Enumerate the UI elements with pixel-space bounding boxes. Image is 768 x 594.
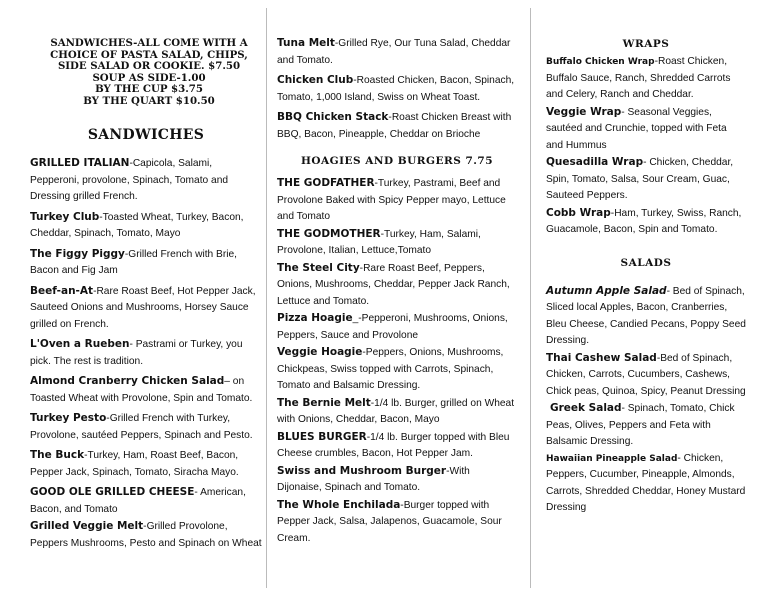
menu-item xyxy=(277,497,517,548)
menu-item xyxy=(30,155,262,206)
item-name: The Buck xyxy=(30,449,85,461)
item-desc: -Burger topped with Pepper Jack, Salsa, Jalapenos, Guacamole, Sour Cream. xyxy=(277,499,502,544)
menu-item xyxy=(546,400,746,451)
item-desc: -1/4 lb. Burger, grilled on Wheat with Onions, Cheddar, Bacon, Mayo xyxy=(277,397,515,425)
intro-line: SIDE SALAD OR COOKIE. $7.50 xyxy=(57,60,241,72)
item-name: Veggie Wrap xyxy=(546,105,622,118)
menu-item xyxy=(30,373,262,407)
menu-item xyxy=(546,205,746,239)
item-desc: -Capicola, Salami, Pepperoni, provolone, Spinach, Tomato and Dressing grilled French. xyxy=(30,158,229,202)
menu-item xyxy=(277,429,517,463)
menu-item xyxy=(30,410,262,444)
item-name: Tuna Melt xyxy=(277,37,335,49)
menu-item xyxy=(277,175,517,226)
menu-item xyxy=(30,246,262,280)
intro-line: SOUP AS SIDE-1.00 xyxy=(92,71,206,84)
item-name: BBQ Chicken Stack xyxy=(277,111,389,123)
item-desc: -Grilled French with Brie, Bacon and Fig Jam xyxy=(30,248,237,276)
item-name: Thai Cashew Salad xyxy=(546,351,657,364)
item-desc: – on Toasted Wheat with Provolone, Spin and Tomato. xyxy=(30,376,253,404)
item-name: Buffalo Chicken Wrap xyxy=(546,57,655,67)
menu-item xyxy=(277,463,517,497)
item-desc: - Seasonal Veggies, sautéed and Crunchie, topped with Feta and Hummus xyxy=(546,106,727,151)
intro-line: BY THE QUART $10.50 xyxy=(83,94,215,107)
item-desc: _-Pepperoni, Mushrooms, Onions, Peppers, Sauce and Provolone xyxy=(277,313,508,341)
item-desc: -Rare Roast Beef, Peppers, Onions, Mushrooms, Cheddar, Pepper Jack Ranch, Lettuce and Tomato. xyxy=(277,262,510,307)
column-right xyxy=(546,0,746,517)
item-desc: -Turkey, Pastrami, Beef and Provolone Baked with Spicy Pepper mayo, Lettuce and Tomato xyxy=(277,178,506,222)
item-name: Almond Cranberry Chicken Salad xyxy=(30,375,225,387)
menu-item xyxy=(277,226,517,260)
item-desc: -Grilled Rye, Our Tuna Salad, Cheddar and Tomato. xyxy=(277,38,511,66)
menu-item xyxy=(546,154,746,205)
section-heading-sandwiches: SANDWICHES xyxy=(87,127,205,143)
item-desc: -Bed of Spinach, Chicken, Carrots, Cucumbers, Cashews, Chick peas, Quinoa, Spicy, Peanut Dressing xyxy=(546,352,746,397)
column-divider-right xyxy=(530,8,531,588)
menu-item xyxy=(546,104,746,155)
wrap-list xyxy=(546,54,746,239)
intro-block xyxy=(36,38,262,107)
menu-item xyxy=(30,447,262,481)
menu-item xyxy=(546,54,746,104)
intro-line: BY THE CUP $3.75 xyxy=(95,83,203,95)
item-name: Swiss and Mushroom Burger xyxy=(277,464,447,477)
item-desc: - Bed of Spinach, Sliced local Apples, Bacon, Cranberries, Bleu Cheese, Candied Pecans, Poppy Seed Dressing. xyxy=(546,285,746,346)
item-name: The Figgy Piggy xyxy=(30,247,125,260)
column-left xyxy=(30,0,262,552)
item-name: The Steel City xyxy=(277,261,360,274)
more-sandwich-list xyxy=(277,35,517,143)
section-heading-wraps: WRAPS xyxy=(622,38,670,50)
item-desc: -1/4 lb. Burger topped with Bleu Cheese crumbles, Bacon, Hot Pepper Jam. xyxy=(277,431,510,459)
menu-item xyxy=(277,109,517,143)
item-name: The Whole Enchilada xyxy=(277,498,401,511)
intro-line: SANDWICHES-ALL COME WITH A xyxy=(50,37,248,49)
item-name: Greek Salad xyxy=(550,402,622,414)
item-desc: -Turkey, Ham, Roast Beef, Bacon, Pepper Jack, Spinach, Tomato, Siracha Mayo. xyxy=(30,450,239,478)
menu-item xyxy=(30,336,262,370)
item-name: Pizza Hoagie xyxy=(277,312,353,324)
menu-item xyxy=(546,283,746,350)
item-name: Beef-an-At xyxy=(30,284,94,297)
item-name: GRILLED ITALIAN xyxy=(30,157,130,169)
item-desc: -Roast Chicken, Buffalo Sauce, Ranch, Shredded Carrots and Celery, Ranch and Cheddar. xyxy=(546,56,731,100)
section-heading-salads: SALADS xyxy=(620,256,672,269)
item-name: Quesadilla Wrap xyxy=(546,156,644,168)
item-desc: - Chicken, Peppers, Cucumber, Pineapple, Almonds, Carrots, Shredded Cheddar, Honey Mustard Dressing xyxy=(546,452,746,513)
item-name: BLUES BURGER xyxy=(277,430,367,443)
item-name: THE GODMOTHER xyxy=(277,227,381,240)
item-desc: - Chicken, Cheddar, Spin, Tomato, Salsa, Sour Cream, Guac, Sauteed Peppers. xyxy=(546,157,734,201)
menu-item xyxy=(546,350,746,401)
intro-line: CHOICE OF PASTA SALAD, CHIPS, xyxy=(50,48,248,61)
column-middle xyxy=(277,0,517,547)
item-desc: -Grilled Provolone, Peppers Mushrooms, Pesto and Spinach on Wheat xyxy=(30,521,262,549)
item-desc: -Grilled French with Turkey, Provolone, sautéed Peppers, Spinach and Pesto. xyxy=(30,413,253,441)
menu-item xyxy=(277,344,517,395)
item-desc: -Peppers, Onions, Mushrooms, Chickpeas, Swiss topped with Carrots, Spinach, Tomato and Balsamic Dressing. xyxy=(277,347,504,391)
item-desc: -Turkey, Ham, Salami, Provolone, Italian, Lettuce,Tomato xyxy=(277,228,481,256)
item-name: THE GODFATHER xyxy=(277,177,375,189)
item-name: Turkey Club xyxy=(30,210,100,223)
menu-item xyxy=(30,484,262,518)
item-name: GOOD OLE GRILLED CHEESE xyxy=(30,486,195,498)
item-name: Veggie Hoagie xyxy=(277,346,363,358)
hoagie-list xyxy=(277,175,517,547)
menu-item xyxy=(277,260,517,311)
item-desc: - Pastrami or Turkey, you pick. The rest is tradition. xyxy=(30,339,243,367)
item-name: L'Oven a Rueben xyxy=(30,338,130,350)
salad-list xyxy=(546,283,746,517)
menu-item xyxy=(277,395,517,429)
item-desc: - Spinach, Tomato, Chick Peas, Olives, Peppers and Feta with Balsamic Dressing. xyxy=(546,403,735,447)
item-name: Cobb Wrap xyxy=(546,206,611,219)
menu-item xyxy=(30,209,262,243)
item-desc: -Rare Roast Beef, Hot Pepper Jack, Sauteed Onions and Mushrooms, Horsey Sauce grilled on French. xyxy=(30,285,256,330)
menu-item xyxy=(546,451,746,517)
item-desc: -Roast Chicken Breast with BBQ, Bacon, Pineapple, Cheddar on Brioche xyxy=(277,112,512,140)
item-desc: -Ham, Turkey, Swiss, Ranch, Guacamole, Bacon, Spin and Tomato. xyxy=(546,207,742,235)
item-name: Hawaiian Pineapple Salad xyxy=(546,453,678,464)
item-name: The Bernie Melt xyxy=(277,396,371,409)
menu-item xyxy=(30,283,262,334)
item-name: Grilled Veggie Melt xyxy=(30,520,144,532)
menu-item xyxy=(277,310,517,344)
sandwich-list xyxy=(30,155,262,552)
item-desc: - American, Bacon, and Tomato xyxy=(30,487,246,515)
item-desc: -Toasted Wheat, Turkey, Bacon, Cheddar, Spinach, Tomato, Mayo xyxy=(30,211,244,239)
menu-item xyxy=(277,72,517,106)
menu-item xyxy=(277,35,517,69)
item-name: Turkey Pesto xyxy=(30,412,107,424)
item-desc: -With Dijonaise, Spinach and Tomato. xyxy=(277,465,470,493)
item-desc: -Roasted Chicken, Bacon, Spinach, Tomato, 1,000 Island, Swiss on Wheat Toast. xyxy=(277,75,515,103)
menu-item xyxy=(30,518,262,552)
column-divider-left xyxy=(266,8,267,588)
section-heading-hoagies: HOAGIES AND BURGERS 7.75 xyxy=(300,155,494,167)
item-name: Autumn Apple Salad xyxy=(546,284,667,297)
item-name: Chicken Club xyxy=(277,74,354,86)
